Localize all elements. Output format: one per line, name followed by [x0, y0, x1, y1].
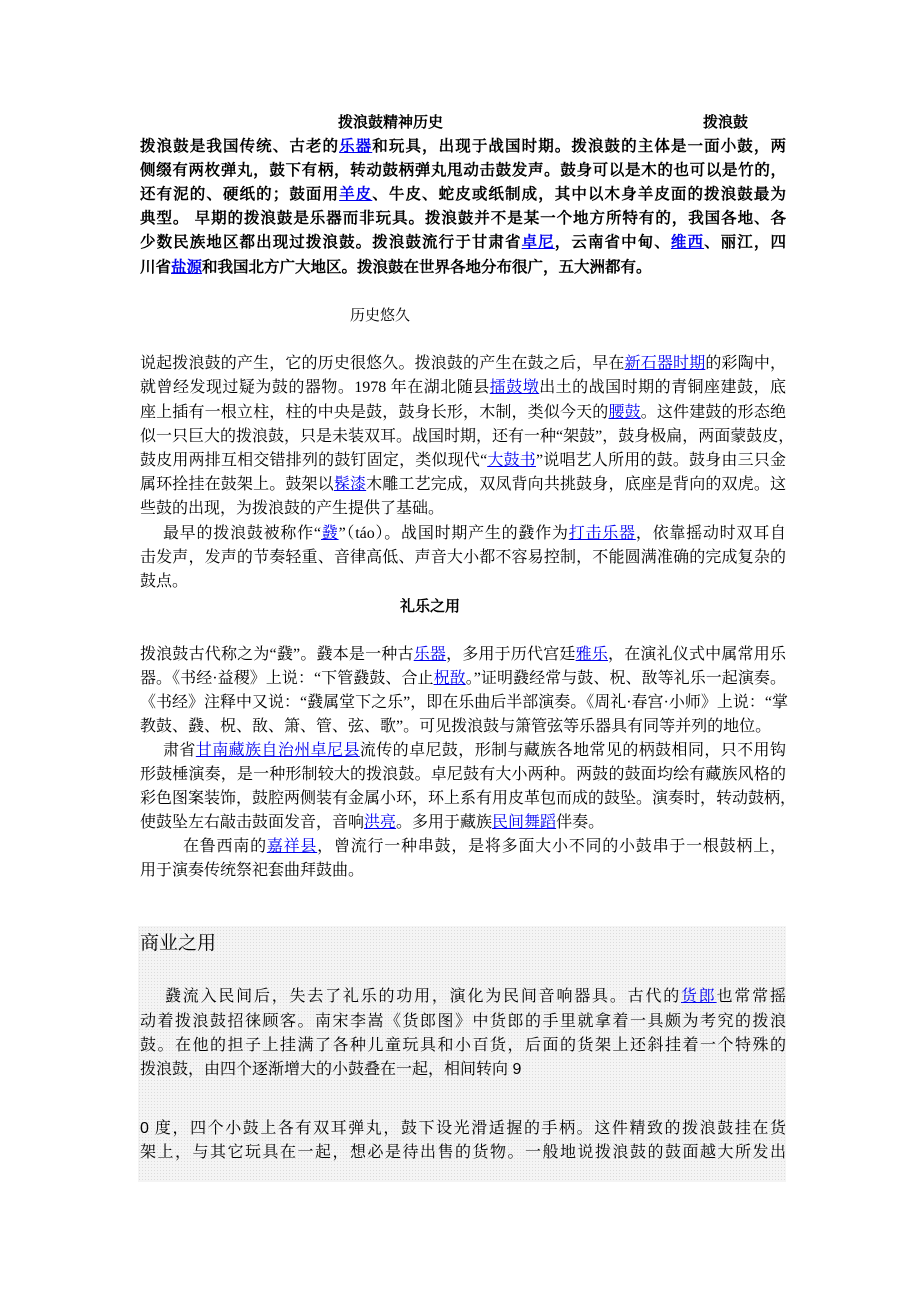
- inline-link[interactable]: 腰鼓: [608, 404, 641, 421]
- inline-link[interactable]: 盐源: [171, 259, 203, 276]
- section1-line: [140, 377, 786, 399]
- text-run: 鼓点。: [140, 573, 189, 590]
- section1-line: [140, 571, 786, 593]
- section-heading-commerce: 商业之用: [140, 933, 217, 954]
- text-run: 鼓。在他的担子上挂满了各种儿童玩具和小百货，后面的货架上还斜挂着一个特殊的: [140, 1037, 786, 1054]
- text-run: 些鼓的出现，为拨浪鼓的产生提供了基础。: [140, 500, 445, 517]
- intro-line: [140, 136, 786, 158]
- inline-link[interactable]: 洪亮: [364, 814, 397, 831]
- intro-line: [140, 208, 786, 230]
- inline-link[interactable]: 新石器时期: [624, 355, 706, 372]
- text-run: 就曾经发现过疑为鼓的器物。1978 年在湖北随县: [140, 379, 490, 396]
- section1-line: [140, 353, 786, 375]
- section-heading-ritual: 礼乐之用: [400, 598, 461, 615]
- section1-line: [140, 547, 786, 569]
- text-run: 还有泥的、硬纸的；鼓面用: [140, 186, 340, 203]
- text-run: 也常常摇: [716, 988, 786, 1005]
- section2-line: [140, 812, 786, 834]
- section3-line: [140, 1142, 786, 1164]
- section1-line: [140, 426, 795, 448]
- text-run: 使鼓坠左右敲击鼓面发音，音响: [140, 814, 365, 831]
- text-run: 座上插有一根立柱，柱的中央是鼓，鼓身长形，木制，类似今天的: [140, 404, 609, 421]
- document-subtitle: 拨浪鼓: [703, 114, 749, 131]
- text-run: 属环拴挂在鼓架上。鼓架以: [140, 476, 334, 493]
- text-run: 、丽江，四: [704, 234, 786, 251]
- text-run: 肃省: [163, 742, 196, 759]
- text-run: ，曾流行一种串鼓，是将多面大小不同的小鼓串于一根鼓柄上，: [317, 838, 786, 855]
- text-run: ，在演礼仪式中属常用乐: [608, 646, 786, 663]
- inline-link[interactable]: 卓尼: [521, 234, 555, 251]
- inline-link[interactable]: 柷敔: [433, 670, 466, 687]
- inline-link[interactable]: 大鼓书: [487, 452, 536, 469]
- text-run: 0 度，四个小鼓上各有双耳弹丸，鼓下设光滑适握的手柄。这件精致的拨浪鼓挂在货: [140, 1120, 786, 1137]
- inline-link[interactable]: 货郎: [681, 988, 717, 1005]
- text-run: ，多用于历代宫廷: [446, 646, 576, 663]
- text-run: 木雕工艺完成，双凤背向共挑鼓身，底座是背向的双虎。这: [366, 476, 786, 493]
- text-run: 说起拨浪鼓的产生，它的历史很悠久。拨浪鼓的产生在鼓之后，早在: [140, 355, 625, 372]
- text-run: 架上，与其它玩具在一起，想必是待出售的货物。一般地说拨浪鼓的鼓面越大所发出: [140, 1144, 786, 1161]
- intro-line: [140, 160, 786, 182]
- text-run: 拨浪鼓古代称之为“鼗”。鼗本是一种古: [140, 646, 414, 663]
- text-run: 动着拨浪鼓招徕顾客。南宋李嵩《货郎图》中货郎的手里就拿着一具颇为考究的拨浪: [140, 1013, 786, 1030]
- text-run: 击发声，发声的节奏轻重、音律高低、声音大小都不容易控制，不能圆满准确的完成复杂的: [140, 549, 786, 566]
- text-run: 教鼓、鼗、柷、敔、箫、管、弦、歌”。可见拨浪鼓与箫管弦等乐器具有同等并列的地位。: [140, 718, 772, 735]
- text-run: ”（táo）。战国时期产生的鼗作为: [338, 525, 569, 542]
- section1-line: [140, 474, 786, 496]
- intro-line: [140, 257, 786, 279]
- text-run: 形鼓棰演奏，是一种形制较大的拨浪鼓。卓尼鼓有大小两种。两鼓的鼓面均绘有藏族风格的: [140, 766, 786, 783]
- section2-line: [140, 668, 786, 690]
- text-run: 少数民族地区都出现过拨浪鼓。拨浪鼓流行于甘肃省: [140, 234, 522, 251]
- text-run: 用于演奏传统祭祀套曲拜鼓曲。: [140, 862, 365, 879]
- section2-line: [140, 716, 786, 738]
- text-run: 似一只巨大的拨浪鼓，只是未装双耳。战国时期，还有一种“架鼓”，鼓身极扁，两面蒙鼓皮，: [140, 428, 795, 445]
- text-run: 侧缀有两枚弹丸，鼓下有柄，转动鼓柄弹丸甩动击鼓发声。鼓身可以是木的也可以是竹的，: [140, 162, 786, 179]
- inline-link[interactable]: 甘南藏族自治州卓尼县: [195, 742, 360, 759]
- text-run: 、牛皮、蛇皮或纸制成，其中以木身羊皮面的拨浪鼓最为: [372, 186, 786, 203]
- inline-link[interactable]: 雅乐: [575, 646, 609, 663]
- document-title: 拨浪鼓精神历史: [338, 114, 444, 131]
- text-run: 伴奏。: [556, 814, 605, 831]
- text-run: 器。《书经·益稷》上说：“下管鼗鼓、合止: [140, 670, 434, 687]
- section3-line: [140, 1118, 786, 1140]
- inline-link[interactable]: 擂鼓墩: [489, 379, 540, 396]
- inline-link[interactable]: 民间舞蹈: [492, 814, 557, 831]
- text-run: 。”证明鼗经常与鼓、柷、敔等礼乐一起演奏。: [465, 670, 786, 687]
- inline-link[interactable]: 羊皮: [339, 186, 373, 203]
- text-run: ，云南省中甸、: [554, 234, 671, 251]
- section2-line: [163, 740, 786, 762]
- section1-line: [140, 450, 786, 472]
- inline-link[interactable]: 打击乐器: [568, 525, 636, 542]
- text-run: 典型。 早期的拨浪鼓是乐器而非玩具。拨浪鼓并不是某一个地方所特有的，我国各地、各: [140, 210, 786, 227]
- section2-line: [140, 788, 797, 810]
- inline-link[interactable]: 乐器: [339, 138, 373, 155]
- section1-line: [140, 498, 786, 520]
- inline-link[interactable]: 嘉祥县: [266, 838, 318, 855]
- section2-line: [140, 692, 786, 714]
- inline-link[interactable]: 髹漆: [333, 476, 367, 493]
- text-run: 出土的战国时期的青铜座建鼓，底: [539, 379, 786, 396]
- text-run: 鼓皮用两排互相交错排列的鼓钉固定，类似现代“: [140, 452, 488, 469]
- text-run: ”说唱艺人所用的鼓。鼓身由三只金: [535, 452, 786, 469]
- text-run: 和玩具，出现于战国时期。拨浪鼓的主体是一面小鼓，两: [372, 138, 786, 155]
- text-run: 最早的拨浪鼓被称作“: [163, 525, 322, 542]
- text-run: 川省: [140, 259, 172, 276]
- text-run: ，依靠摇动时双耳自: [635, 525, 786, 542]
- text-run: 鼗流入民间后，失去了礼乐的功用，演化为民间音响器具。古代的: [165, 988, 681, 1005]
- section1-line: [163, 523, 786, 545]
- text-run: 《书经》注释中又说：“鼗属堂下之乐”，即在乐曲后半部演奏。《周礼·春宫·小师》上说：“掌: [140, 694, 788, 711]
- inline-link[interactable]: 鼗: [321, 525, 339, 542]
- intro-line: [140, 232, 786, 254]
- text-run: 拨浪鼓是我国传统、古老的: [140, 138, 340, 155]
- section2-line: [140, 860, 786, 882]
- section-heading-history: 历史悠久: [350, 308, 411, 324]
- inline-link[interactable]: 乐器: [413, 646, 447, 663]
- section3-line: [140, 1059, 786, 1081]
- text-run: 。这件建鼓的形态绝: [640, 404, 786, 421]
- section3-line: [140, 1011, 786, 1033]
- text-run: 彩色图案装饰，鼓腔两侧装有金属小环，环上系有用皮革包而成的鼓坠。演奏时，转动鼓柄，: [140, 790, 797, 807]
- section3-line: [165, 986, 786, 1008]
- intro-line: [140, 184, 786, 206]
- section1-line: [140, 402, 786, 424]
- text-run: 。多用于藏族: [396, 814, 493, 831]
- section3-line: [140, 1035, 786, 1057]
- inline-link[interactable]: 维西: [670, 234, 705, 251]
- section2-line: [183, 836, 786, 858]
- text-run: 的彩陶中，: [705, 355, 786, 372]
- text-run: 流传的卓尼鼓，形制与藏族各地常见的柄鼓相同，只不用钩: [359, 742, 786, 759]
- text-run: 拨浪鼓，由四个逐渐增大的小鼓叠在一起，相间转向 9: [140, 1061, 522, 1078]
- section2-line: [140, 644, 786, 666]
- text-run: 在鲁西南的: [183, 838, 267, 855]
- section2-line: [140, 764, 786, 786]
- text-run: 和我国北方广大地区。拨浪鼓在世界各地分布很广，五大洲都有。: [202, 259, 652, 276]
